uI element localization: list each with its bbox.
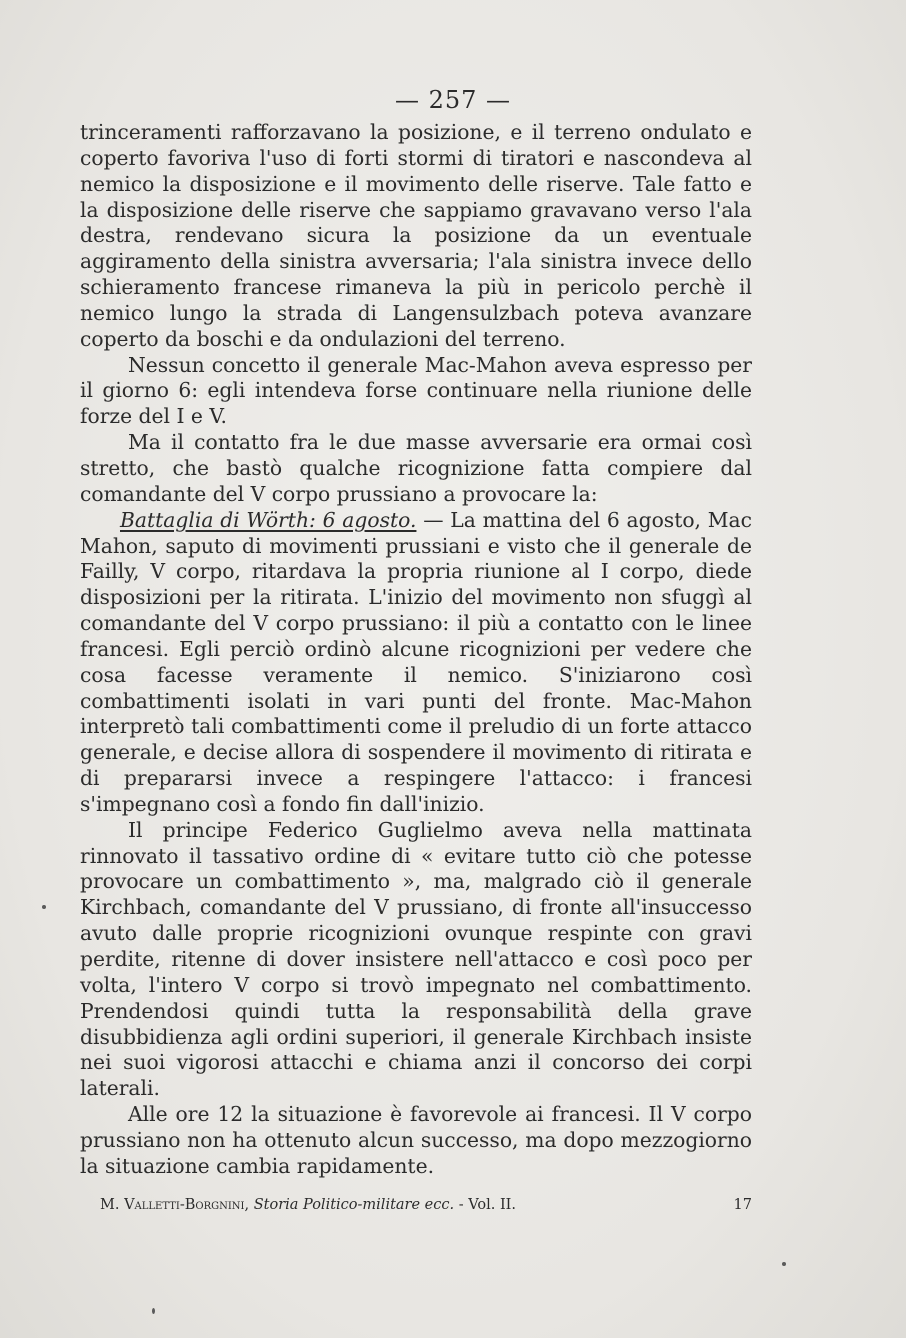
battle-paragraph [80, 508, 752, 818]
paragraph-6: Alle ore 12 la situazione è favorevole ai francesi. Il V corpo prussiano non ha ottenuto alcun successo, ma dopo mezzogiorno la situazione cambia rapidamente. [80, 1102, 752, 1178]
scan-speck [152, 1308, 155, 1314]
footer-volume: - Vol. II. [458, 1197, 517, 1213]
footer-title: Storia Politico-militare ecc. [253, 1197, 455, 1213]
battle-heading: Battaglia di Wörth: 6 agosto. [120, 507, 417, 532]
footer-citation [100, 1197, 516, 1213]
body-text [80, 120, 752, 1180]
page-footer [100, 1197, 752, 1213]
footer-author: M. Valletti-Borgnini, [100, 1197, 250, 1213]
paragraph-3: Ma il contatto fra le due masse avversarie era ormai così stretto, che bastò qualche ricognizione fatta compiere dal comandante del V corpo prussiano a provocare la: [80, 430, 752, 506]
battle-paragraph-text: — La mattina del 6 agosto, Mac Mahon, saputo di movimenti prussiani e visto che il generale de Failly, V corpo, ritardava la propria riunione al I corpo, diede disposizioni per la ritirata. L'inizio del movimento non sfuggì al comandante del V corpo prussiano: il più a contatto con le linee francesi. Egli perciò ordinò alcune ricognizioni per vedere che cosa facesse veramente il nemico. S'iniziarono così combattimenti isolati in vari punti del fronte. Mac-Mahon interpretò tali combattimenti come il preludio di un forte attacco generale, e decise allora di sospendere il movimento di ritirata e di prepararsi invece a respingere l'attacco: i francesi s'impegnano così a fondo fin dall'inizio. [80, 507, 752, 816]
scan-speck [782, 1262, 786, 1266]
paragraph-5: Il principe Federico Guglielmo aveva nella mattinata rinnovato il tassativo ordine di « evitare tutto ciò che potesse provocare un combattimento », ma, malgrado ciò il generale Kirchbach, comandante del V prussiano, di fronte all'insuccesso avuto dalle proprie ricognizioni ovunque respinte con gravi perdite, ritenne di dover insistere nell'attacco e così poco per volta, l'intero V corpo si trovò impegnato nel combattimento. Prendendosi quindi tutta la responsabilità della grave disubbidienza agli ordini superiori, il generale Kirchbach insiste nei suoi vigorosi attacchi e chiama anzi il concorso dei corpi laterali. [80, 817, 752, 1101]
paragraph-2: Nessun concetto il generale Mac-Mahon aveva espresso per il giorno 6: egli intendeva forse continuare nella riunione delle forze del I e V. [80, 352, 752, 429]
scan-speck [42, 905, 46, 909]
footer-signature: 17 [733, 1197, 752, 1213]
page-number: — 257 — [394, 86, 512, 114]
paragraph-1: trinceramenti rafforzavano la posizione, e il terreno ondulato e coperto favoriva l'uso di forti stormi di tiratori e nascondeva al nemico la disposizione e il movimento delle riserve. Tale fatto e la disposizione delle riserve che sappiamo gravavano verso l'ala destra, rendevano sicura la posizione da un eventuale aggiramento della sinistra avversaria; l'ala sinistra invece dello schieramento francese rimaneva la più in pericolo perchè il nemico lungo la strada di Langensulzbach poteva avanzare coperto da boschi e da ondulazioni del terreno. [80, 120, 752, 351]
